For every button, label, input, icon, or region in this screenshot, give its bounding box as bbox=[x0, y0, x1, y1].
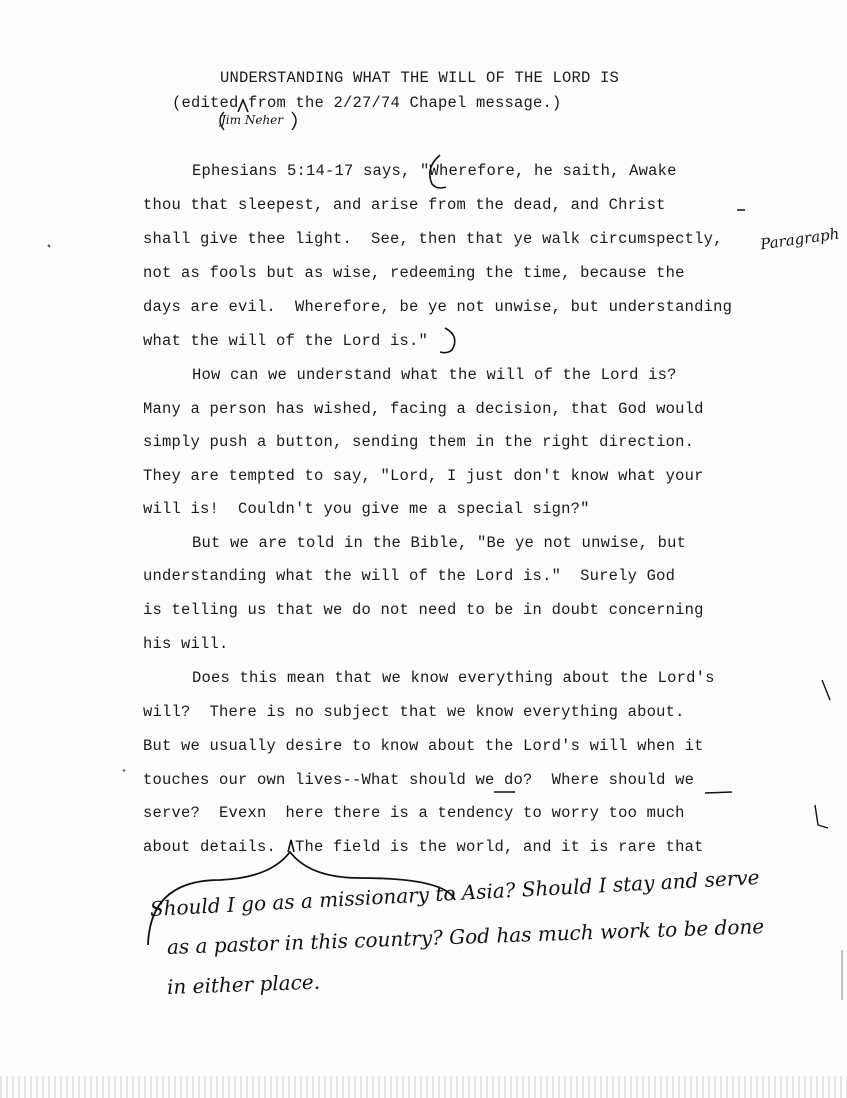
body-line: simply push a button, sending them in the right direction. bbox=[143, 433, 695, 451]
body-line: They are tempted to say, "Lord, I just don't know what your bbox=[143, 467, 704, 485]
body-line: Ephesians 5:14-17 says, "Wherefore, he saith, Awake bbox=[192, 162, 677, 180]
stray-mark bbox=[123, 770, 125, 771]
margin-note: Paragraph bbox=[759, 224, 841, 254]
margin-tick-mark bbox=[822, 680, 830, 700]
body-line: But we usually desire to know about the Lord's will when it bbox=[143, 737, 704, 755]
document-title: UNDERSTANDING WHAT THE WILL OF THE LORD IS bbox=[220, 69, 620, 87]
document-subtitle: (edited from the 2/27/74 Chapel message.) bbox=[172, 94, 562, 112]
body-line: shall give thee light. See, then that ye walk circumspectly, bbox=[143, 230, 723, 248]
body-line: serve? Evexn here there is a tendency to worry too much bbox=[143, 804, 685, 822]
body-line: is telling us that we do not need to be in doubt concerning bbox=[143, 601, 704, 619]
insert-caret-mark bbox=[238, 100, 248, 112]
body-line: not as fools but as wise, redeeming the time, because the bbox=[143, 264, 685, 282]
insert-caret-mark bbox=[288, 840, 294, 852]
handwritten-line: in either place. bbox=[166, 969, 321, 999]
body-line: thou that sleepest, and arise from the dead, and Christ bbox=[143, 196, 666, 214]
body-line: understanding what the will of the Lord is." Surely God bbox=[143, 567, 676, 585]
body-line: what the will of the Lord is." bbox=[143, 332, 429, 350]
handwritten-author-insert: Jim Neher bbox=[221, 113, 284, 127]
close-paren-mark bbox=[292, 112, 296, 130]
body-line: his will. bbox=[143, 635, 229, 653]
handwritten-line: Should I go as a missionary to Asia? Should I stay and serve bbox=[149, 865, 760, 921]
insert-brace-mark bbox=[148, 852, 455, 945]
body-line: will? There is no subject that we know everything about. bbox=[143, 703, 685, 721]
body-line: Does this mean that we know everything about the Lord's bbox=[192, 669, 715, 687]
underline-mark bbox=[705, 792, 732, 793]
scan-noise-edge bbox=[0, 1076, 847, 1098]
handwritten-line: as a pastor in this country? God has much work to be done bbox=[166, 914, 765, 959]
body-line: But we are told in the Bible, "Be ye not unwise, but bbox=[192, 534, 687, 552]
body-line: Many a person has wished, facing a decision, that God would bbox=[143, 400, 704, 418]
close-quote-bracket-mark bbox=[440, 328, 455, 353]
margin-tick-mark bbox=[815, 805, 828, 828]
body-line: about details. The field is the world, and it is rare that bbox=[143, 838, 704, 856]
body-line: days are evil. Wherefore, be ye not unwise, but understanding bbox=[143, 298, 733, 316]
body-line: will is! Couldn't you give me a special sign?" bbox=[143, 500, 590, 518]
body-line: touches our own lives--What should we do? Where should we bbox=[143, 771, 695, 789]
stray-mark bbox=[48, 245, 50, 247]
body-line: How can we understand what the will of the Lord is? bbox=[192, 366, 677, 384]
open-paren-mark bbox=[220, 112, 224, 130]
open-quote-bracket-mark bbox=[430, 155, 446, 188]
